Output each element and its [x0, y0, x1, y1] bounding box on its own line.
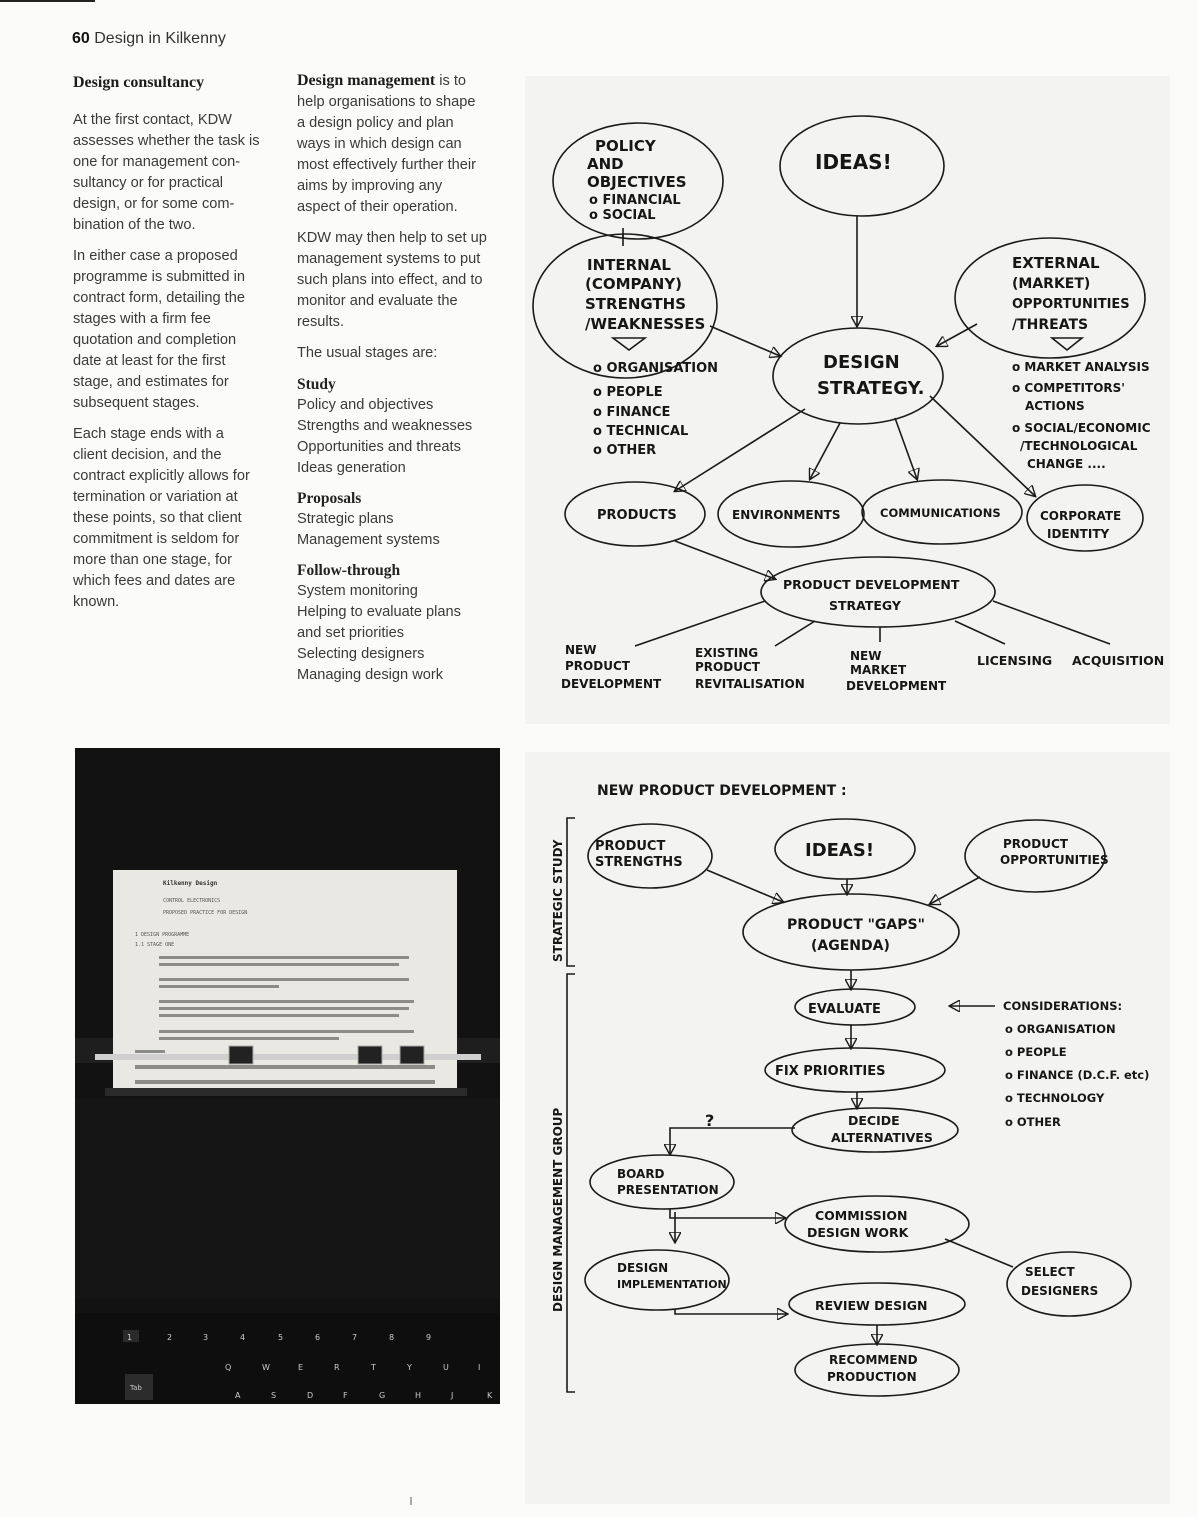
- ideas-label: IDEAS!: [805, 840, 875, 861]
- board-bubble: [590, 1155, 734, 1209]
- text-line: a design policy and plan: [297, 115, 454, 131]
- text-line: bination of the two.: [73, 217, 196, 233]
- stage-item: System monitoring: [297, 583, 418, 599]
- stage-item: Opportunities and threats: [297, 439, 461, 455]
- external-list-2: o COMPETITORS': [1012, 381, 1125, 395]
- alternatives-line-2: ALTERNATIVES: [831, 1130, 933, 1145]
- strategy-line-2: STRATEGY.: [817, 378, 925, 399]
- bail-roller: [400, 1046, 424, 1064]
- stage-proposals: [297, 488, 507, 551]
- intro-paragraph: [297, 70, 507, 218]
- branch-new-product-1: NEW: [565, 643, 597, 657]
- intro-bold: Design management: [297, 72, 436, 89]
- text-line: ways in which design can: [297, 136, 462, 152]
- paragraph-1: [73, 110, 288, 236]
- strategic-bracket: [567, 818, 575, 966]
- paragraph-2: [73, 246, 288, 414]
- branch-line: [993, 601, 1110, 644]
- policy-line-4: o FINANCIAL: [589, 193, 681, 208]
- internal-list-1: o ORGANISATION: [593, 361, 719, 376]
- considerations-item: o TECHNOLOGY: [1005, 1091, 1105, 1105]
- arrow-strategy-communications: [895, 418, 917, 479]
- text-line: more than one stage, for: [73, 552, 233, 568]
- branch-line: [635, 601, 765, 646]
- key-number: 5: [278, 1333, 284, 1342]
- branch-line: [955, 621, 1005, 644]
- branch-acquisition: ACQUISITION: [1072, 653, 1165, 668]
- key-letter: Y: [407, 1363, 412, 1372]
- strategy-line-1: DESIGN: [823, 352, 900, 373]
- key-number: 9: [426, 1333, 432, 1342]
- text-line: At the first contact, KDW: [73, 112, 232, 128]
- stage-item: Helping to evaluate plans: [297, 604, 461, 620]
- page-mark: [410, 1497, 412, 1505]
- text-line: design, or for some com-: [73, 196, 235, 212]
- text-line: aspect of their operation.: [297, 199, 458, 215]
- text-line: KDW may then help to set up: [297, 230, 487, 246]
- key-letter: W: [262, 1363, 270, 1372]
- text-line: In either case a proposed: [73, 248, 238, 264]
- implementation-line-2: IMPLEMENTATION: [617, 1278, 727, 1291]
- board-line-1: BOARD: [617, 1167, 665, 1181]
- key-letter: I: [478, 1363, 481, 1372]
- text-line: sultancy or for practical: [73, 175, 224, 191]
- branch-existing-3: REVITALISATION: [695, 677, 805, 691]
- triangle-marker: [613, 338, 645, 350]
- external-line-3: OPPORTUNITIES: [1012, 297, 1130, 312]
- internal-line-2: (COMPANY): [585, 275, 683, 293]
- text-line: most effectively further their: [297, 157, 476, 173]
- text-line: programme is submitted in: [73, 269, 245, 285]
- key-number: 3: [203, 1333, 209, 1342]
- key-number: 4: [240, 1333, 246, 1342]
- text-line: such plans into effect, and to: [297, 272, 483, 288]
- policy-line-5: o SOCIAL: [589, 208, 656, 223]
- commission-bubble: [785, 1196, 969, 1252]
- text-line: commitment is seldom for: [73, 531, 240, 547]
- text-line: subsequent stages.: [73, 395, 200, 411]
- branch-new-market-3: DEVELOPMENT: [846, 679, 947, 693]
- policy-line-3: OBJECTIVES: [587, 173, 687, 191]
- text-line: management systems to put: [297, 251, 481, 267]
- board-line-2: PRESENTATION: [617, 1183, 719, 1197]
- tab-key-label: Tab: [130, 1384, 142, 1392]
- strengths-line-2: STRENGTHS: [595, 855, 683, 870]
- key-letter: Q: [225, 1363, 232, 1372]
- key-letter: J: [451, 1391, 454, 1400]
- commission-line-2: DESIGN WORK: [807, 1225, 909, 1240]
- considerations-title: CONSIDERATIONS:: [1003, 999, 1123, 1013]
- connector: [945, 1239, 1013, 1267]
- stage-item: Managing design work: [297, 667, 444, 683]
- commission-line-1: COMMISSION: [815, 1208, 908, 1223]
- gaps-line-2: (AGENDA): [811, 938, 890, 954]
- branch-licensing: LICENSING: [977, 653, 1053, 668]
- policy-line-2: AND: [587, 155, 624, 173]
- key-letter: S: [271, 1391, 277, 1400]
- strategy-bubble: [773, 328, 943, 424]
- internal-list-4: o TECHNICAL: [593, 424, 689, 439]
- sheet-line: 1 DESIGN PROGRAMME: [135, 932, 190, 938]
- key-number: 8: [389, 1333, 395, 1342]
- text-line: results.: [297, 314, 345, 330]
- stage-item: Policy and objectives: [297, 397, 434, 413]
- keyboard: [75, 1313, 500, 1404]
- running-title: Design in Kilkenny: [94, 30, 226, 47]
- branch-new-market-2: MARKET: [850, 663, 907, 677]
- pds-bubble: [761, 557, 995, 627]
- stage-follow-through: [297, 560, 507, 686]
- right-column: [297, 70, 507, 695]
- page-folio: [72, 30, 226, 48]
- communications-label: COMMUNICATIONS: [880, 506, 1001, 520]
- policy-line-1: POLICY: [595, 137, 656, 155]
- triangle-marker: [1052, 338, 1082, 350]
- branch-new-product-2: PRODUCT: [565, 659, 630, 673]
- top-rule: [0, 0, 95, 2]
- section-heading: Design consultancy: [73, 74, 205, 91]
- bail-roller: [229, 1046, 253, 1064]
- considerations-item: o ORGANISATION: [1005, 1022, 1116, 1036]
- external-list-1: o MARKET ANALYSIS: [1012, 360, 1150, 374]
- typewriter-photo: [75, 748, 500, 1404]
- external-list-5: /TECHNOLOGICAL: [1020, 439, 1138, 453]
- arrow-strategy-environments: [810, 423, 840, 479]
- key-letter: K: [487, 1391, 493, 1400]
- alternatives-line-1: DECIDE: [848, 1113, 900, 1128]
- strategic-label: STRATEGIC STUDY: [551, 839, 565, 962]
- internal-line-3: STRENGTHS: [585, 295, 687, 313]
- key-number: 6: [315, 1333, 321, 1342]
- corporate-line-2: IDENTITY: [1047, 527, 1110, 541]
- text-line: date at least for the first: [73, 353, 226, 369]
- text-line: stage, and estimates for: [73, 374, 229, 390]
- considerations-item: o PEOPLE: [1005, 1045, 1067, 1059]
- opportunities-line-1: PRODUCT: [1003, 837, 1068, 851]
- opportunities-line-2: OPPORTUNITIES: [1000, 853, 1109, 867]
- text-line: contract explicitly allows for: [73, 468, 250, 484]
- arrow-external-strategy: [937, 324, 977, 346]
- recommend-line-2: PRODUCTION: [827, 1370, 917, 1384]
- branch-new-product-3: DEVELOPMENT: [561, 677, 662, 691]
- stage-title: Proposals: [297, 490, 362, 507]
- sheet-title: Kilkenny Design: [163, 880, 218, 887]
- key-letter: E: [298, 1363, 304, 1372]
- stage-item: and set priorities: [297, 625, 405, 641]
- text-line: which fees and dates are: [73, 573, 236, 589]
- branch-existing-1: EXISTING: [695, 646, 759, 660]
- new-product-diagram: [525, 752, 1170, 1504]
- evaluate-label: EVALUATE: [808, 1002, 881, 1017]
- text-line: is to: [435, 73, 467, 89]
- internal-list-2: o PEOPLE: [593, 385, 663, 400]
- branch-new-market-1: NEW: [850, 649, 882, 663]
- text-line: quotation and completion: [73, 332, 237, 348]
- stage-item: Strengths and weaknesses: [297, 418, 473, 434]
- arrow: [930, 877, 980, 904]
- page-number: 60: [72, 30, 90, 47]
- kdw-paragraph: [297, 228, 507, 333]
- stage-item: Ideas generation: [297, 460, 406, 476]
- external-list-4: o SOCIAL/ECONOMIC: [1012, 421, 1151, 435]
- arrow: [670, 1209, 785, 1218]
- arrow: [670, 1128, 795, 1154]
- arrow: [675, 1309, 787, 1314]
- npd-title: NEW PRODUCT DEVELOPMENT :: [597, 783, 847, 799]
- text-line: these points, so that client: [73, 510, 242, 526]
- external-line-1: EXTERNAL: [1012, 254, 1100, 272]
- key-letter: H: [415, 1391, 422, 1400]
- considerations-item: o FINANCE (D.C.F. etc): [1005, 1068, 1150, 1082]
- branch-existing-2: PRODUCT: [695, 660, 760, 674]
- stage-item: Management systems: [297, 532, 440, 548]
- design-strategy-diagram: [525, 76, 1170, 724]
- text-line: aims by improving any: [297, 178, 443, 194]
- ideas-label: IDEAS!: [815, 150, 892, 174]
- stage-title: Follow-through: [297, 562, 401, 579]
- environments-label: ENVIRONMENTS: [732, 508, 841, 522]
- select-line-1: SELECT: [1025, 1265, 1075, 1279]
- corporate-line-1: CORPORATE: [1040, 509, 1122, 523]
- key-letter: T: [371, 1363, 376, 1372]
- text-line: stages with a firm fee: [73, 311, 211, 327]
- external-list-6: CHANGE ....: [1027, 457, 1106, 471]
- text-line: termination or variation at: [73, 489, 238, 505]
- priorities-label: FIX PRIORITIES: [775, 1064, 886, 1079]
- external-list-3: ACTIONS: [1025, 399, 1085, 413]
- stage-item: Selecting designers: [297, 646, 425, 662]
- key-letter: U: [443, 1363, 449, 1372]
- group-label: DESIGN MANAGEMENT GROUP: [551, 1107, 565, 1312]
- recommend-line-1: RECOMMEND: [829, 1353, 918, 1367]
- external-line-2: (MARKET): [1012, 276, 1091, 292]
- left-column: [73, 72, 288, 623]
- bail-roller: [358, 1046, 382, 1064]
- key-letter: A: [235, 1391, 241, 1400]
- text-line: contract form, detailing the: [73, 290, 245, 306]
- text-line: help organisations to shape: [297, 94, 476, 110]
- key-letter: R: [334, 1363, 340, 1372]
- stage-item: Strategic plans: [297, 511, 394, 527]
- strengths-line-1: PRODUCT: [595, 839, 666, 854]
- gaps-line-1: PRODUCT "GAPS": [787, 917, 925, 933]
- group-bracket: [567, 974, 575, 1392]
- internal-list-3: o FINANCE: [593, 405, 671, 420]
- stage-study: [297, 374, 507, 479]
- products-label: PRODUCTS: [597, 508, 677, 523]
- arrow-strategy-products: [675, 409, 805, 491]
- pds-line-1: PRODUCT DEVELOPMENT: [783, 577, 960, 592]
- key-letter: F: [343, 1391, 348, 1400]
- sheet-line: CONTROL ELECTRONICS: [163, 898, 221, 904]
- text-line: monitor and evaluate the: [297, 293, 458, 309]
- key-letter: D: [307, 1391, 314, 1400]
- external-line-4: /THREATS: [1012, 317, 1089, 333]
- implementation-line-1: DESIGN: [617, 1261, 669, 1275]
- internal-line-1: INTERNAL: [587, 256, 671, 274]
- review-label: REVIEW DESIGN: [815, 1298, 928, 1313]
- key-letter: G: [379, 1391, 386, 1400]
- arrow-products-pds: [675, 541, 775, 579]
- paragraph-3: [73, 424, 288, 613]
- key-number: 2: [167, 1333, 173, 1342]
- branch-line: [775, 621, 815, 646]
- text-line: one for management con-: [73, 154, 241, 170]
- stage-title: Study: [297, 376, 336, 393]
- internal-line-4: /WEAKNESSES: [585, 315, 706, 333]
- arrow-internal-strategy: [710, 326, 780, 356]
- sheet-line: PROPOSED PRACTICE FOR DESIGN: [163, 910, 248, 916]
- text-line: known.: [73, 594, 120, 610]
- key-number: 1: [127, 1333, 133, 1342]
- pds-line-2: STRATEGY: [829, 598, 901, 613]
- internal-list-5: o OTHER: [593, 443, 657, 458]
- question-mark: ?: [705, 1111, 715, 1130]
- key-number: 7: [352, 1333, 358, 1342]
- considerations-item: o OTHER: [1005, 1115, 1061, 1129]
- text-line: assesses whether the task is: [73, 133, 260, 149]
- sheet-line: 1.1 STAGE ONE: [135, 942, 175, 948]
- text-line: Each stage ends with a: [73, 426, 224, 442]
- stages-intro: The usual stages are:: [297, 345, 438, 361]
- select-line-2: DESIGNERS: [1021, 1284, 1099, 1298]
- arrow: [707, 870, 783, 902]
- text-line: client decision, and the: [73, 447, 222, 463]
